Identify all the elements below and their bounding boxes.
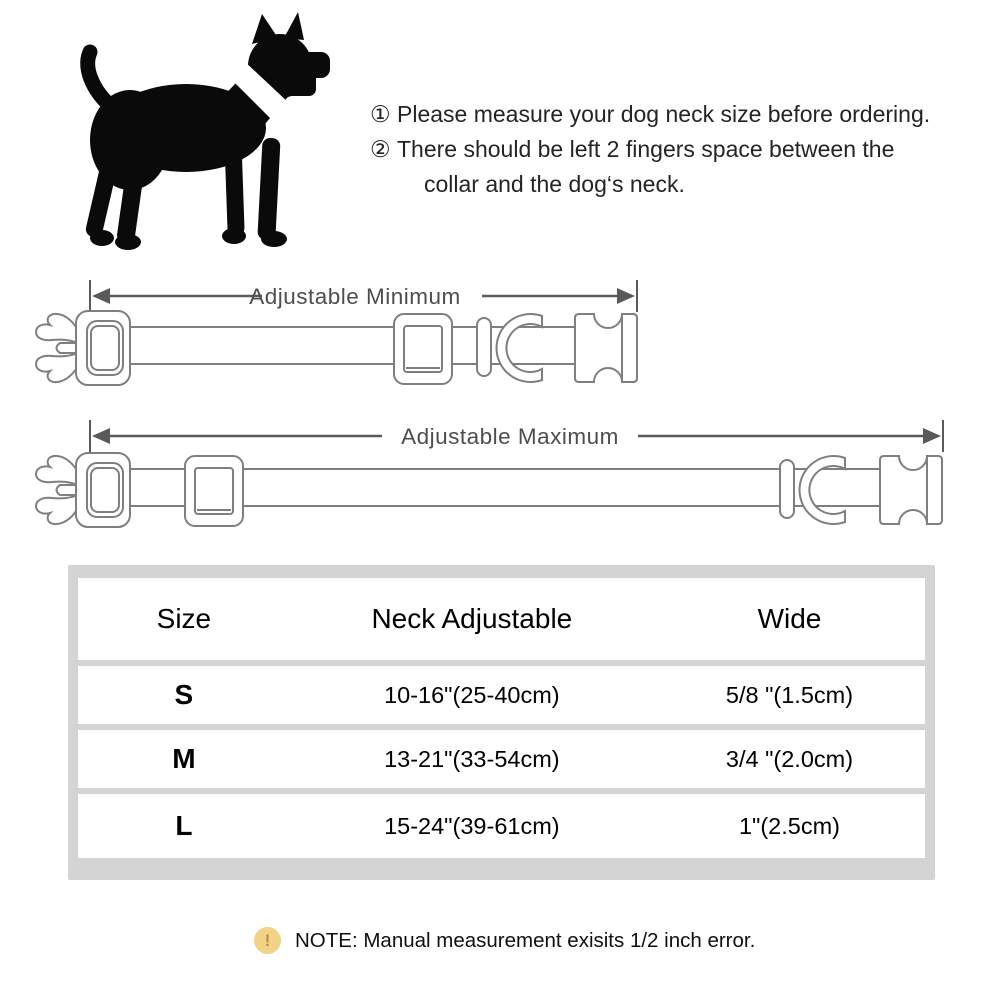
size-value: L: [175, 810, 193, 841]
collar-diagram-maximum: [30, 448, 947, 540]
wide-value: 1"(2.5cm): [738, 812, 840, 839]
instruction-step-1: [370, 97, 955, 132]
left-arrowhead-icon: [92, 428, 110, 444]
dog-body-shape: [84, 12, 330, 250]
measurement-note: [254, 927, 755, 954]
right-arrowhead-icon: [923, 428, 941, 444]
instruction-step-2-line2: collar and the dog‘s neck.: [424, 171, 685, 197]
size-table-header-row: [78, 578, 925, 660]
slider-buckle: [394, 314, 452, 384]
size-table-row-s: [78, 666, 925, 724]
circled-2-bullet: ②: [370, 136, 391, 162]
measuring-instructions: [370, 97, 955, 202]
circled-1-bullet: ①: [370, 101, 391, 127]
left-arrowhead-icon: [92, 288, 110, 304]
right-arrowhead-icon: [617, 288, 635, 304]
male-buckle: [36, 453, 130, 527]
neck-value: 13-21"(33-54cm): [384, 745, 560, 772]
d-ring: [800, 456, 845, 524]
instruction-step-2: [370, 132, 955, 202]
size-value: S: [174, 679, 194, 710]
keeper-loop: [780, 460, 794, 518]
instruction-step-2-line1: There should be left 2 fingers space between the: [397, 136, 895, 162]
size-table: [68, 565, 935, 880]
neck-value: 15-24"(39-61cm): [384, 812, 560, 839]
slider-buckle: [185, 456, 243, 526]
d-ring: [497, 314, 542, 382]
neck-value: 10-16"(25-40cm): [384, 681, 560, 708]
column-header-size: Size: [156, 603, 212, 634]
male-buckle: [36, 311, 130, 385]
wide-value: 5/8 "(1.5cm): [725, 681, 854, 708]
instruction-step-1-text: Please measure your dog neck size before ordering.: [397, 101, 931, 127]
dog-silhouette-illustration: [28, 8, 358, 268]
size-value: M: [172, 743, 196, 774]
keeper-loop: [477, 318, 491, 376]
note-text: NOTE: Manual measurement exisits 1/2 inch error.: [295, 928, 756, 952]
size-table-row-l: [78, 794, 925, 858]
adjustable-minimum-label: Adjustable Minimum: [249, 284, 461, 309]
female-buckle: [880, 456, 942, 524]
wide-value: 3/4 "(2.0cm): [725, 745, 854, 772]
size-table-row-m: [78, 730, 925, 788]
column-header-neck-adjustable: Neck Adjustable: [371, 603, 573, 634]
collar-diagram-minimum: [30, 306, 642, 398]
column-header-wide: Wide: [757, 603, 822, 634]
female-buckle: [575, 314, 637, 382]
adjustable-maximum-label: Adjustable Maximum: [401, 424, 619, 449]
exclamation-icon: !: [254, 927, 281, 954]
